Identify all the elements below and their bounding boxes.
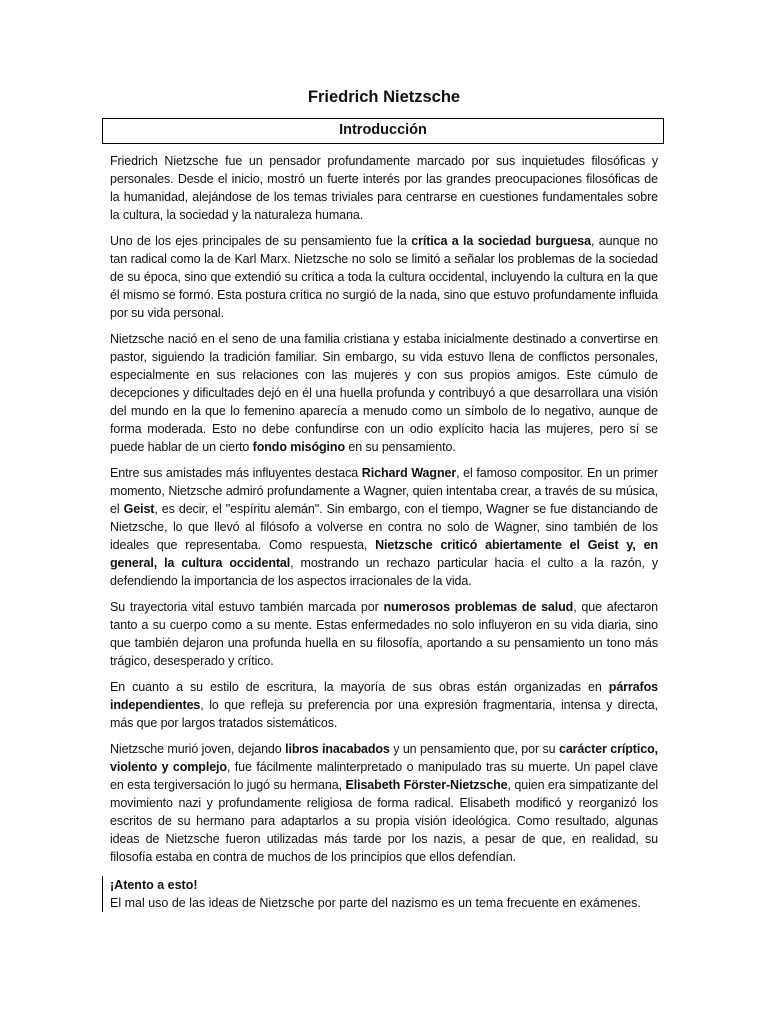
bold-text: Elisabeth Förster-Nietzsche <box>345 778 508 792</box>
callout-note <box>110 876 658 912</box>
paragraph <box>110 330 658 456</box>
text-run: , es decir, el "espíritu alemán". Sin embargo, con el tiempo, Wagner se fue distanciando de Nietzsche, lo que llevó al filósofo a volverse en contra no solo de Wagner, sino también de los ideales que representaba. Como respuesta, <box>110 502 658 552</box>
callout-bar <box>102 876 103 912</box>
paragraph <box>110 232 658 322</box>
bold-text: carácter críptico, violento y complejo <box>110 742 658 774</box>
callout-text: El mal uso de las ideas de Nietzsche por parte del nazismo es un tema frecuente en exámenes. <box>110 896 641 910</box>
bold-text: numerosos problemas de salud <box>383 600 574 614</box>
paragraph <box>110 598 658 670</box>
text-run: , lo que refleja su preferencia por una expresión fragmentaria, intensa y directa, más que por largos tratados sistemáticos. <box>110 698 658 730</box>
bold-text: fondo misógino <box>252 440 345 454</box>
text-run: Nietzsche murió joven, dejando <box>110 742 286 756</box>
text-run: , aunque no tan radical como la de Karl Marx. Nietzsche no solo se limitó a señalar los problemas de la sociedad de su época, sino que extendió su crítica a toda la cultura occidental, incluyendo la cultura en la que él mismo se formó. Esta postura crítica no surgió de la nada, sino que estuvo profundamente influida por su vida personal. <box>110 234 659 320</box>
bold-text: Richard Wagner <box>361 466 457 480</box>
paragraph <box>110 152 658 224</box>
document-title: Friedrich Nietzsche <box>307 88 461 106</box>
callout-title: ¡Atento a esto! <box>110 878 198 892</box>
bold-text: párrafos independientes <box>110 680 658 712</box>
bold-text: libros inacabados <box>285 742 390 756</box>
text-run: Friedrich Nietzsche fue un pensador profundamente marcado por sus inquietudes filosóficas y personales. Desde el inicio, mostró un fuerte interés por las grandes preocupaciones filosóficas de la humanidad, alejándose de los temas triviales para centrarse en cuestiones fundamentales sobre la cultura, la sociedad y la naturaleza humana. <box>110 154 658 222</box>
text-run: Su trayectoria vital estuvo también marcada por <box>110 600 384 614</box>
text-run: , mostrando un rechazo particular hacia el culto a la razón, y defendiendo la importancia de los aspectos irracionales de la vida. <box>110 556 658 588</box>
paragraph <box>110 678 658 732</box>
text-run: En cuanto a su estilo de escritura, la mayoría de sus obras están organizadas en <box>110 680 609 694</box>
text-run: , el famoso compositor. En un primer momento, Nietzsche admiró profundamente a Wagner, quien intentaba crear, a través de su música, el <box>110 466 658 516</box>
bold-text: Nietzsche criticó abiertamente el Geist y, en general, la cultura occidental <box>110 538 658 570</box>
paragraph <box>110 740 658 866</box>
text-run: Uno de los ejes principales de su pensamiento fue la <box>110 234 412 248</box>
text-run: , que afectaron tanto a su cuerpo como a su mente. Estas enfermedades no solo influyeron en su vida diaria, sino que también dejaron una profunda huella en su filosofía, aportando a su pensamiento un tono más trágico, desesperado y crítico. <box>110 600 658 668</box>
text-run: , fue fácilmente malinterpretado o manipulado tras su muerte. Un papel clave en esta tergiversación lo jugó su hermana, <box>110 760 658 792</box>
text-run: y un pensamiento que, por su <box>389 742 559 756</box>
bold-text: Geist <box>123 502 155 516</box>
paragraph <box>110 464 658 590</box>
text-run: Nietzsche nació en el seno de una familia cristiana y estaba inicialmente destinado a convertirse en pastor, siguiendo la tradición familiar. Sin embargo, su vida estuvo llena de conflictos personales, especialmente en sus relaciones con las mujeres y con sus propios amigos. Este cúmulo de decepciones y dificultades dejó en él una huella profunda y contribuyó a que desarrollara una visión del mundo en la que lo femenino aparecía a menudo como un símbolo de lo negativo, aunque de forma moderada. Esto no debe confundirse con un odio explícito hacia las mujeres, pero sí se puede hablar de un cierto <box>110 332 658 454</box>
document-page <box>110 86 658 912</box>
bold-text: crítica a la sociedad burguesa <box>411 234 591 248</box>
section-heading: Introducción <box>102 118 664 144</box>
text-run: Entre sus amistades más influyentes destaca <box>110 466 362 480</box>
text-run: , quien era simpatizante del movimiento nazi y profundamente religiosa de forma radical. Elisabeth modificó y reorganizó los escritos de su hermano para adaptarlos a su propia visión ideológica. Como resultado, algunas ideas de Nietzsche fueron utilizadas más tarde por los nazis, a pesar de que, en realidad, su filosofía estaba en contra de muchos de los principios que ellos defendían. <box>110 778 659 864</box>
text-run: en su pensamiento. <box>345 440 456 454</box>
body-text <box>110 152 658 866</box>
